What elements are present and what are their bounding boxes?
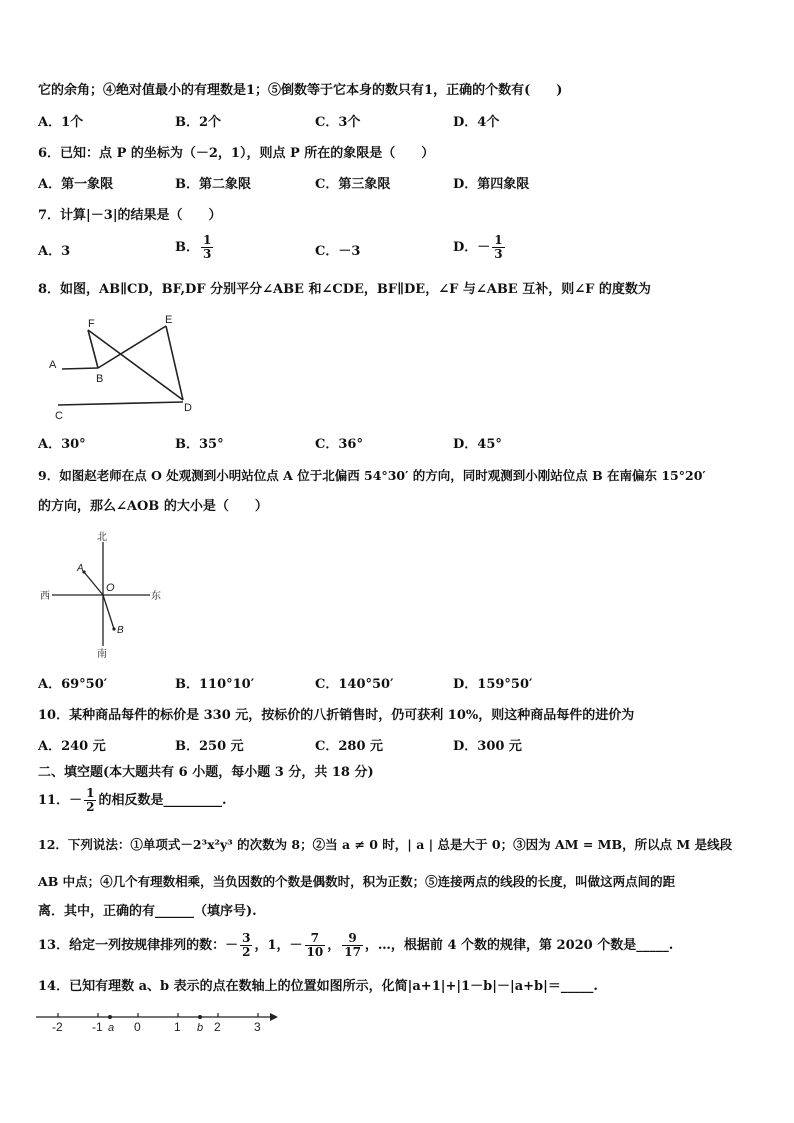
q11-stem — [38, 787, 226, 814]
q12-line2: AB 中点；④几个有理数相乘，当负因数的个数是偶数时，积为正数；⑤连接两点的线段的长度，叫做这两点间的距 — [38, 874, 676, 889]
q8-label-a: A — [49, 359, 57, 371]
q14-number-line — [34, 1007, 284, 1037]
q10-option-d[interactable]: D．300 元 — [453, 739, 522, 754]
q9-option-d[interactable]: D．159°50′ — [453, 677, 533, 692]
q13-mid-2: ， — [327, 938, 341, 953]
q8-label-b: B — [96, 373, 104, 385]
q13-suffix: ，…，根据前 4 个数的规律，第 2020 个数是_____. — [364, 938, 674, 953]
q9-stem-line2: 的方向，那么∠AOB 的大小是（ ） — [38, 499, 268, 514]
q9-label-b: B — [117, 625, 124, 636]
q14-point-a-label: a — [108, 1022, 115, 1034]
q8-option-d[interactable]: D．45° — [453, 437, 502, 452]
q9-label-south: 南 — [97, 649, 107, 660]
q10-option-a[interactable]: A．240 元 — [38, 739, 106, 754]
q13-prefix: 13．给定一列按规律排列的数：－ — [38, 938, 239, 953]
q8-option-b[interactable]: B．35° — [175, 437, 224, 452]
q7-option-d-fraction: $\frac{1}{3}$ — [494, 233, 503, 261]
q6-option-b[interactable]: B．第二象限 — [175, 177, 251, 192]
q11-suffix: 的相反数是_________. — [98, 793, 227, 808]
q6-option-c[interactable]: C．第三象限 — [315, 177, 391, 192]
q8-label-c: C — [55, 410, 63, 422]
q7-option-a[interactable]: A．3 — [38, 244, 71, 259]
q8-label-f: F — [88, 318, 95, 330]
q5-stem-tail: 它的余角；④绝对值最小的有理数是1；⑤倒数等于它本身的数只有1，正确的个数有( ) — [38, 83, 563, 98]
q11-fraction: $\frac{1}{2}$ — [86, 786, 95, 814]
q12-line3: 离．其中，正确的有______（填序号). — [38, 904, 257, 919]
q14-point-b-label: b — [197, 1022, 204, 1034]
q8-label-e: E — [165, 314, 173, 326]
q9-option-b[interactable]: B．110°10′ — [175, 677, 255, 692]
q8-stem: 8．如图，AB∥CD，BF,DF 分别平分∠ABE 和∠CDE，BF∥DE，∠F 与∠ABE 互补，则∠F 的度数为 — [38, 282, 651, 297]
q9-label-north: 北 — [97, 532, 107, 543]
q9-option-c[interactable]: C．140°50′ — [315, 677, 394, 692]
q13-fraction-1: $\frac{3}{2}$ — [242, 931, 251, 959]
q5-option-d[interactable]: D．4个 — [453, 115, 500, 130]
q6-option-a[interactable]: A．第一象限 — [38, 177, 114, 192]
q14-tick-3: 3 — [254, 1020, 261, 1034]
q7-option-b[interactable] — [175, 234, 215, 261]
q14-tick-neg1: -1 — [92, 1020, 103, 1034]
q8-figure — [40, 308, 210, 428]
q14-tick-0: 0 — [134, 1020, 141, 1034]
q9-label-east: 东 — [151, 591, 161, 602]
q9-figure — [38, 528, 168, 660]
q10-option-c[interactable]: C．280 元 — [315, 739, 384, 754]
q6-stem: 6．已知：点 P 的坐标为（－2，1），则点 P 所在的象限是（ ） — [38, 146, 435, 161]
q6-option-d[interactable]: D．第四象限 — [453, 177, 530, 192]
q9-option-a[interactable]: A．69°50′ — [38, 677, 108, 692]
q8-option-a[interactable]: A．30° — [38, 437, 86, 452]
q7-option-b-fraction: $\frac{1}{3}$ — [203, 233, 212, 261]
q9-stem-line1: 9．如图赵老师在点 O 处观测到小明站位点 A 位于北偏西 54°30′ 的方向，同时观测到小刚站位点 B 在南偏东 15°20′ — [38, 468, 706, 483]
q7-option-c[interactable]: C．－3 — [315, 244, 361, 259]
q9-label-a: A — [77, 563, 84, 574]
q11-prefix: 11．－ — [38, 793, 83, 808]
q14-stem: 14．已知有理数 a、b 表示的点在数轴上的位置如图所示，化简|a+1|+|1－b|－|a+b|＝_____. — [38, 979, 598, 994]
q10-option-b[interactable]: B．250 元 — [175, 739, 244, 754]
q14-tick-neg2: -2 — [52, 1020, 63, 1034]
section-title-fill-in: 二、填空题(本大题共有 6 小题，每小题 3 分，共 18 分) — [38, 765, 374, 780]
q7-option-b-label: B． — [175, 240, 199, 255]
q5-option-a[interactable]: A．1个 — [38, 115, 84, 130]
q7-option-d-label: D．－ — [453, 240, 491, 255]
q12-line1: 12．下列说法：①单项式－2³x²y³ 的次数为 8；②当 a ≠ 0 时，| a | 总是大于 0；③因为 AM = MB，所以点 M 是线段 — [38, 837, 733, 852]
q5-option-b[interactable]: B．2个 — [175, 115, 222, 130]
q14-tick-1: 1 — [174, 1020, 181, 1034]
q10-stem: 10．某种商品每件的标价是 330 元，按标价的八折销售时，仍可获利 10%，则这种商品每件的进价为 — [38, 708, 635, 723]
q13-mid-1: ，1，－ — [254, 938, 303, 953]
q14-tick-2: 2 — [214, 1020, 221, 1034]
q13-stem — [38, 932, 673, 959]
q8-option-c[interactable]: C．36° — [315, 437, 363, 452]
q5-option-c[interactable]: C．3个 — [315, 115, 361, 130]
q9-label-o: O — [106, 582, 115, 594]
q7-stem: 7．计算|－3|的结果是（ ） — [38, 208, 222, 223]
q7-option-d[interactable] — [453, 234, 507, 261]
q13-fraction-3: $\frac{9}{17}$ — [344, 931, 361, 959]
q8-label-d: D — [184, 402, 192, 414]
q9-label-west: 西 — [40, 591, 50, 602]
q13-fraction-2: $\frac{7}{10}$ — [306, 931, 324, 959]
